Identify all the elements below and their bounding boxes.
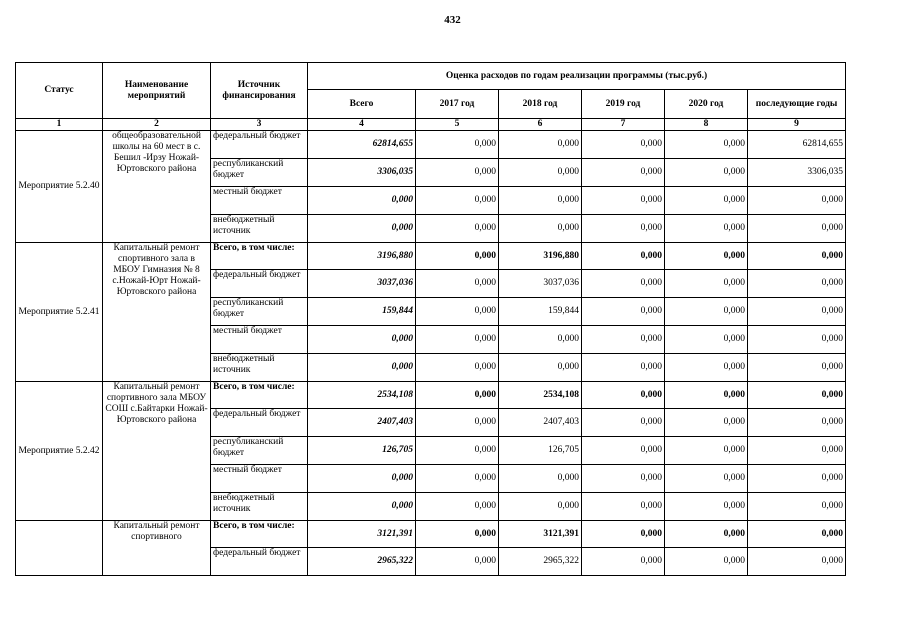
header-col-2018: 2018 год [499,90,582,119]
activity-name-cell: Капитальный ремонт спортивного зала МБОУ СОШ с.Байтарки Ножай-Юртовского района [103,382,211,521]
value-cell: 0,000 [665,382,748,409]
funding-source-cell: внебюджетный источник [211,493,308,521]
value-cell: 0,000 [416,493,499,521]
header-col-later: последующие годы [748,90,846,119]
value-cell: 0,000 [665,243,748,270]
value-cell: 0,000 [308,215,416,243]
funding-source-cell: федеральный бюджет [211,409,308,437]
value-cell: 126,705 [499,437,582,465]
header-col-2020: 2020 год [665,90,748,119]
table-row-total [16,382,846,409]
funding-source-cell: республиканский бюджет [211,159,308,187]
value-cell: 0,000 [748,298,846,326]
value-cell: 0,000 [665,493,748,521]
value-cell: 0,000 [665,326,748,354]
value-cell: 3037,036 [308,270,416,298]
activity-name-cell: Капитальный ремонт спортивного зала в МБОУ Гимназия № 8 с.Ножай-Юрт Ножай-Юртовского района [103,243,211,382]
value-cell: 126,705 [308,437,416,465]
funding-source-cell: местный бюджет [211,187,308,215]
value-cell: 0,000 [416,521,499,548]
value-cell: 0,000 [416,243,499,270]
value-cell: 0,000 [748,548,846,576]
value-cell: 0,000 [748,493,846,521]
funding-source-cell: федеральный бюджет [211,270,308,298]
value-cell: 2407,403 [308,409,416,437]
funding-source-cell: местный бюджет [211,326,308,354]
value-cell: 2407,403 [499,409,582,437]
value-cell: 0,000 [748,437,846,465]
value-cell: 3037,036 [499,270,582,298]
activity-name-cell: Капитальный ремонт спортивного [103,521,211,576]
value-cell: 0,000 [499,493,582,521]
value-cell: 0,000 [582,493,665,521]
value-cell: 0,000 [582,326,665,354]
value-cell: 3306,035 [308,159,416,187]
page-number: 432 [444,14,461,26]
value-cell: 0,000 [416,382,499,409]
value-cell: 0,000 [308,465,416,493]
value-cell: 0,000 [665,437,748,465]
value-cell: 3196,880 [308,243,416,270]
value-cell: 0,000 [308,326,416,354]
value-cell: 3121,391 [308,521,416,548]
status-cell: Мероприятие 5.2.42 [16,382,103,521]
funding-source-cell: федеральный бюджет [211,548,308,576]
funding-source-cell: Всего, в том числе: [211,243,308,270]
value-cell: 2965,322 [499,548,582,576]
value-cell: 0,000 [308,493,416,521]
value-cell: 0,000 [748,521,846,548]
value-cell: 0,000 [582,382,665,409]
activity-name-cell: общеобразовательной школы на 60 мест в с. Бешил -Ирзу Ножай-Юртовского района [103,131,211,243]
value-cell: 0,000 [416,187,499,215]
col-number: 3 [211,119,308,131]
value-cell: 0,000 [665,131,748,159]
value-cell: 3306,035 [748,159,846,187]
value-cell: 0,000 [416,159,499,187]
value-cell: 62814,655 [748,131,846,159]
col-number: 1 [16,119,103,131]
value-cell: 0,000 [665,465,748,493]
value-cell: 0,000 [748,382,846,409]
header-source: Источник финансирования [211,63,308,119]
funding-source-cell: республиканский бюджет [211,437,308,465]
funding-source-cell: Всего, в том числе: [211,382,308,409]
table-row [16,131,846,159]
value-cell: 0,000 [582,159,665,187]
value-cell: 0,000 [582,409,665,437]
funding-source-cell: федеральный бюджет [211,131,308,159]
funding-source-cell: внебюджетный источник [211,215,308,243]
value-cell: 0,000 [582,465,665,493]
budget-table [15,62,846,576]
col-number: 6 [499,119,582,131]
funding-source-cell: внебюджетный источник [211,354,308,382]
value-cell: 0,000 [665,521,748,548]
value-cell: 0,000 [499,159,582,187]
value-cell: 0,000 [582,521,665,548]
status-cell [16,521,103,576]
value-cell: 0,000 [665,298,748,326]
col-number: 2 [103,119,211,131]
value-cell: 0,000 [582,215,665,243]
value-cell: 0,000 [582,243,665,270]
value-cell: 0,000 [416,326,499,354]
table-row-total [16,243,846,270]
col-number: 8 [665,119,748,131]
value-cell: 0,000 [416,548,499,576]
value-cell: 0,000 [748,187,846,215]
value-cell: 0,000 [665,354,748,382]
value-cell: 0,000 [499,465,582,493]
value-cell: 0,000 [416,298,499,326]
value-cell: 0,000 [416,465,499,493]
value-cell: 0,000 [582,131,665,159]
value-cell: 159,844 [308,298,416,326]
col-number: 7 [582,119,665,131]
funding-source-cell: Всего, в том числе: [211,521,308,548]
value-cell: 0,000 [665,187,748,215]
value-cell: 62814,655 [308,131,416,159]
value-cell: 3121,391 [499,521,582,548]
value-cell: 0,000 [416,409,499,437]
value-cell: 0,000 [665,548,748,576]
value-cell: 2534,108 [308,382,416,409]
value-cell: 0,000 [499,354,582,382]
value-cell: 0,000 [416,215,499,243]
col-number: 4 [308,119,416,131]
value-cell: 0,000 [582,354,665,382]
value-cell: 0,000 [416,354,499,382]
header-col-total: Всего [308,90,416,119]
value-cell: 0,000 [582,437,665,465]
value-cell: 0,000 [499,131,582,159]
header-col-2019: 2019 год [582,90,665,119]
value-cell: 0,000 [748,354,846,382]
value-cell: 0,000 [582,187,665,215]
value-cell: 2534,108 [499,382,582,409]
value-cell: 0,000 [308,187,416,215]
header-status: Статус [16,63,103,119]
col-number: 9 [748,119,846,131]
value-cell: 0,000 [748,243,846,270]
status-cell: Мероприятие 5.2.40 [16,131,103,243]
value-cell: 0,000 [748,215,846,243]
value-cell: 0,000 [416,437,499,465]
value-cell: 0,000 [499,215,582,243]
value-cell: 0,000 [499,326,582,354]
value-cell: 0,000 [665,215,748,243]
header-name: Наименование мероприятий [103,63,211,119]
value-cell: 0,000 [582,298,665,326]
value-cell: 159,844 [499,298,582,326]
value-cell: 0,000 [748,409,846,437]
value-cell: 0,000 [665,409,748,437]
page-cutoff [0,596,905,640]
header-col-2017: 2017 год [416,90,499,119]
value-cell: 2965,322 [308,548,416,576]
funding-source-cell: местный бюджет [211,465,308,493]
col-number: 5 [416,119,499,131]
funding-source-cell: республиканский бюджет [211,298,308,326]
value-cell: 0,000 [499,187,582,215]
header-estimate: Оценка расходов по годам реализации программы (тыс.руб.) [308,63,846,90]
value-cell: 0,000 [308,354,416,382]
value-cell: 0,000 [748,326,846,354]
value-cell: 0,000 [665,159,748,187]
status-cell: Мероприятие 5.2.41 [16,243,103,382]
value-cell: 0,000 [582,548,665,576]
table-row-total [16,521,846,548]
value-cell: 3196,880 [499,243,582,270]
value-cell: 0,000 [416,270,499,298]
value-cell: 0,000 [748,465,846,493]
value-cell: 0,000 [582,270,665,298]
value-cell: 0,000 [748,270,846,298]
value-cell: 0,000 [665,270,748,298]
value-cell: 0,000 [416,131,499,159]
